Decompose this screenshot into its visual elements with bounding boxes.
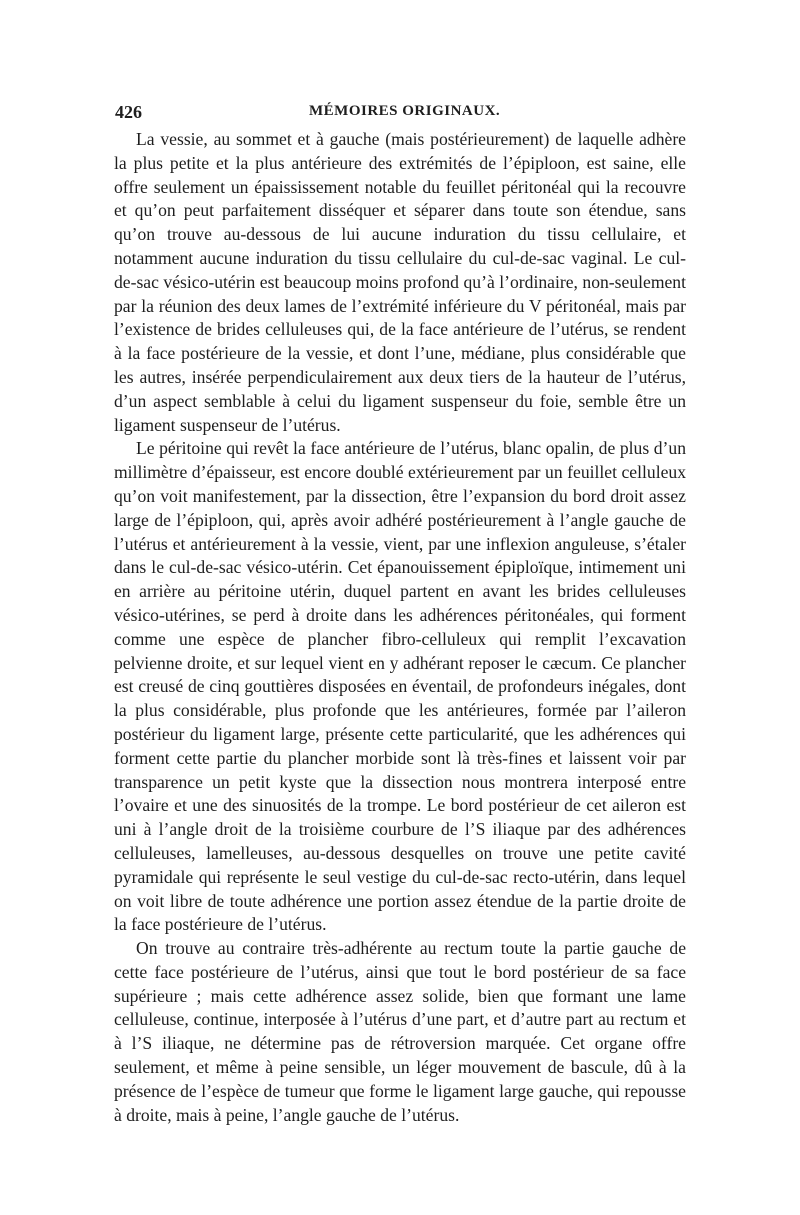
paragraph-bladder: La vessie, au sommet et à gauche (mais postérieurement) de laquelle adhère la plus petite et la plus antérieure des extrémités de l’épiploon, est saine, elle offre seulement un épaississement notable du feuillet péritonéal qui la recouvre et qu’on peut parfaitement disséquer et séparer dans toute son étendue, sans qu’on trouve au-dessous de lui aucune induration du tissu cellulaire, et notamment aucune induration du tissu cellulaire du cul-de-sac vaginal. Le cul-de-sac vésico-utérin est beaucoup moins profond qu’à l’ordinaire, non-seulement par la réunion des deux lames de l’extrémité inférieure du V péritonéal, mais par l’existence de brides celluleuses qui, de la face antérieure de l’utérus, se rendent à la face postérieure de la vessie, et dont l’une, médiane, plus considérable que les autres, insérée perpendiculairement aux deux tiers de la hauteur de l’utérus, d’un aspect semblable à celui du ligament suspenseur du foie, semble être un ligament suspenseur de l’utérus.: [114, 129, 686, 435]
page-number: 426: [115, 102, 142, 122]
body-text: [114, 128, 686, 1127]
paragraph-peritoneum: Le péritoine qui revêt la face antérieure de l’utérus, blanc opalin, de plus d’un millimètre d’épaisseur, est encore doublé extérieurement par un feuillet celluleux qu’on voit manifestement, par la dissection, être l’expansion du bord droit assez large de l’épiploon, qui, après avoir adhéré postérieurement à l’angle gauche de l’utérus et antérieurement à la vessie, vient, par une inflexion anguleuse, s’étaler dans le cul-de-sac vésico-utérin. Cet épanouissement épiploïque, intimement uni en arrière au péritoine utérin, duquel partent en avant les brides celluleuses vésico-utérines, se perd à droite dans les adhérences péritonéales, qui forment comme une espèce de plancher fibro-celluleux qui remplit l’excavation pelvienne droite, et sur lequel vient en y adhérant reposer le cæcum. Ce plancher est creusé de cinq gouttières disposées en éventail, de profondeurs inégales, dont la plus considérable, plus profonde que les antérieures, formée par l’aileron postérieur du ligament large, présente cette particularité, que les adhérences qui forment cette partie du plancher morbide sont là très-fines et laissent voir par transparence un petit kyste que la dissection nous montrera interposé entre l’ovaire et une des sinuosités de la trompe. Le bord postérieur de cet aileron est uni à l’angle droit de la troisième courbure de l’S iliaque par des adhérences celluleuses, lamelleuses, au-dessous desquelles on trouve une petite cavité pyramidale qui représente le seul vestige du cul-de-sac recto-utérin, dans lequel on voit libre de toute adhérence une portion assez étendue de la partie droite de la face postérieure de l’utérus.: [114, 438, 686, 935]
running-title: MÉMOIRES ORIGINAUX.: [309, 103, 501, 119]
paragraph-rectum: On trouve au contraire très-adhérente au rectum toute la partie gauche de cette face postérieure de l’utérus, ainsi que tout le bord postérieur de sa face supérieure ; mais cette adhérence assez solide, bien que formant une lame celluleuse, continue, interposée à l’utérus d’une part, et d’autre part au rectum et à l’S iliaque, ne détermine pas de rétroversion marquée. Cet organe offre seulement, et même à peine sensible, un léger mouvement de bascule, dû à la présence de l’espèce de tumeur que forme le ligament large gauche, qui repousse à droite, mais à peine, l’angle gauche de l’utérus.: [114, 938, 686, 1125]
page-header: [115, 102, 685, 124]
